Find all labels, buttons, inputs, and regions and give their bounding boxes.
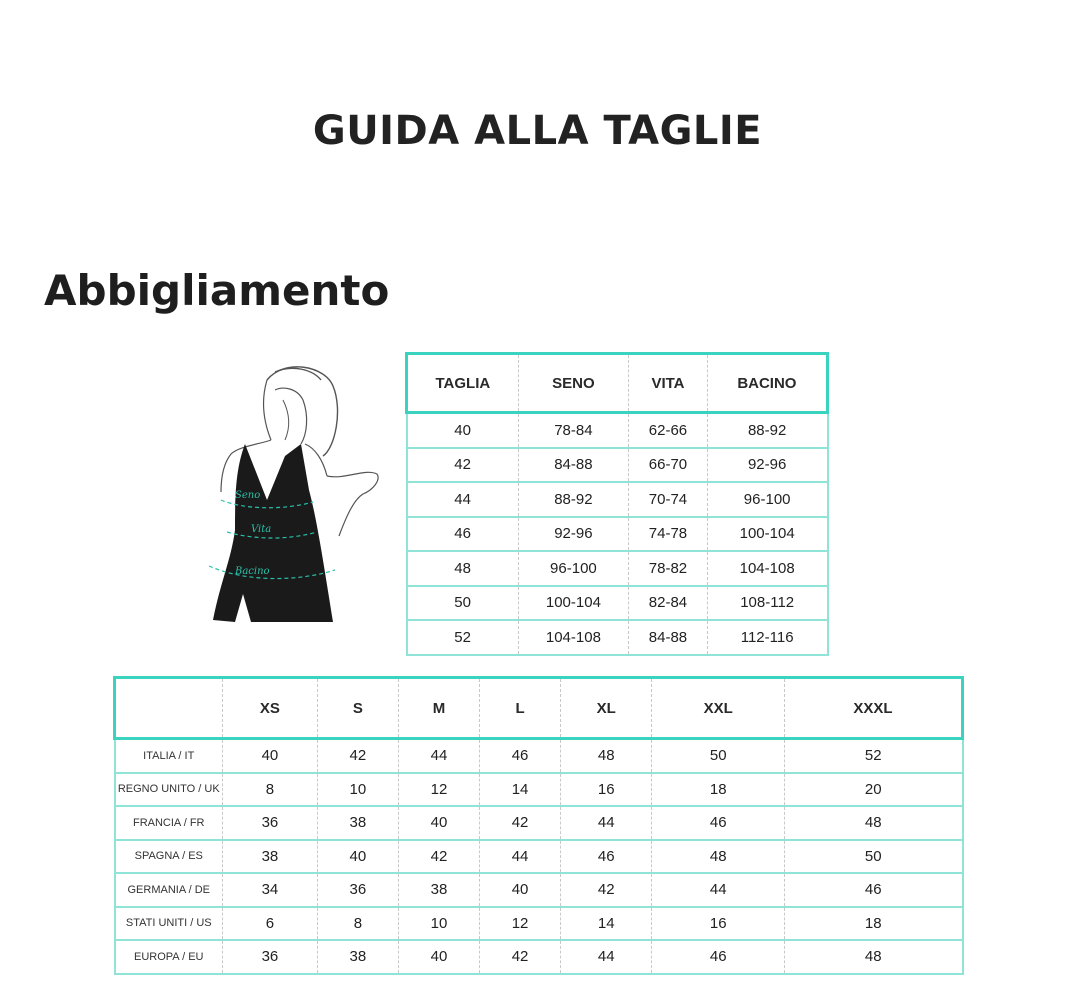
table-cell: 42 <box>480 940 561 974</box>
table-row <box>407 448 828 483</box>
table-cell: 46 <box>652 806 785 840</box>
table-cell: 44 <box>480 840 561 874</box>
table-cell: 16 <box>652 907 785 941</box>
table-row <box>115 873 963 907</box>
table-cell: 46 <box>652 940 785 974</box>
column-header: S <box>317 678 398 739</box>
table-cell: 92-96 <box>518 517 628 552</box>
table-cell: 12 <box>398 773 479 807</box>
bust-label: Seno <box>235 490 261 501</box>
table-cell: 108-112 <box>707 586 827 621</box>
waist-label: Vita <box>251 524 272 535</box>
table-cell: 78-84 <box>518 413 628 448</box>
column-header: VITA <box>629 354 708 413</box>
column-header: XXXL <box>785 678 963 739</box>
row-label-cell: GERMANIA / DE <box>115 873 223 907</box>
row-label-cell: 52 <box>407 620 519 655</box>
table-cell: 84-88 <box>518 448 628 483</box>
row-label-cell: 46 <box>407 517 519 552</box>
hips-label: Bacino <box>235 566 270 577</box>
table-cell: 48 <box>785 940 963 974</box>
table-cell: 48 <box>561 739 652 773</box>
section-title: Abbigliamento <box>44 266 390 315</box>
row-label-cell: REGNO UNITO / UK <box>115 773 223 807</box>
column-header: XXL <box>652 678 785 739</box>
row-label-cell: SPAGNA / ES <box>115 840 223 874</box>
table-cell: 40 <box>480 873 561 907</box>
size-table-body <box>407 413 828 655</box>
table-cell: 42 <box>398 840 479 874</box>
table-cell: 82-84 <box>629 586 708 621</box>
column-header: M <box>398 678 479 739</box>
column-header: L <box>480 678 561 739</box>
size-table <box>405 352 829 656</box>
row-label-cell: STATI UNITI / US <box>115 907 223 941</box>
table-cell: 52 <box>785 739 963 773</box>
table-cell: 6 <box>223 907 318 941</box>
table-row <box>407 620 828 655</box>
table-cell: 38 <box>398 873 479 907</box>
table-row <box>115 840 963 874</box>
table-cell: 48 <box>652 840 785 874</box>
table-cell: 48 <box>785 806 963 840</box>
table-cell: 46 <box>561 840 652 874</box>
woman-figure-image <box>205 360 385 630</box>
table-cell: 40 <box>223 739 318 773</box>
table-cell: 46 <box>785 873 963 907</box>
table-row <box>115 907 963 941</box>
table-cell: 74-78 <box>629 517 708 552</box>
table-cell: 104-108 <box>518 620 628 655</box>
table-row <box>407 413 828 448</box>
table-cell: 88-92 <box>518 482 628 517</box>
table-cell: 18 <box>652 773 785 807</box>
conversion-table-body <box>115 739 963 974</box>
column-header: XL <box>561 678 652 739</box>
column-header: SENO <box>518 354 628 413</box>
column-header: BACINO <box>707 354 827 413</box>
table-cell: 10 <box>317 773 398 807</box>
table-cell: 104-108 <box>707 551 827 586</box>
row-label-cell: 40 <box>407 413 519 448</box>
conversion-table-header-row <box>115 678 963 739</box>
row-label-cell: FRANCIA / FR <box>115 806 223 840</box>
page-title: GUIDA ALLA TAGLIE <box>312 108 763 154</box>
table-cell: 18 <box>785 907 963 941</box>
table-cell: 50 <box>652 739 785 773</box>
table-cell: 40 <box>398 806 479 840</box>
table-cell: 84-88 <box>629 620 708 655</box>
table-row <box>407 517 828 552</box>
table-cell: 88-92 <box>707 413 827 448</box>
table-cell: 14 <box>561 907 652 941</box>
column-header: TAGLIA <box>407 354 519 413</box>
table-row <box>115 739 963 773</box>
table-cell: 8 <box>223 773 318 807</box>
table-row <box>115 940 963 974</box>
table-cell: 36 <box>223 940 318 974</box>
table-cell: 16 <box>561 773 652 807</box>
table-cell: 92-96 <box>707 448 827 483</box>
column-header: XS <box>223 678 318 739</box>
table-cell: 46 <box>480 739 561 773</box>
table-cell: 44 <box>561 806 652 840</box>
table-cell: 42 <box>317 739 398 773</box>
column-header <box>115 678 223 739</box>
table-cell: 70-74 <box>629 482 708 517</box>
row-label-cell: 44 <box>407 482 519 517</box>
table-cell: 50 <box>785 840 963 874</box>
table-cell: 40 <box>317 840 398 874</box>
table-row <box>115 806 963 840</box>
table-cell: 36 <box>317 873 398 907</box>
body-measurement-illustration <box>205 360 385 630</box>
table-cell: 38 <box>223 840 318 874</box>
row-label-cell: EUROPA / EU <box>115 940 223 974</box>
table-cell: 14 <box>480 773 561 807</box>
table-cell: 44 <box>398 739 479 773</box>
row-label-cell: ITALIA / IT <box>115 739 223 773</box>
table-cell: 34 <box>223 873 318 907</box>
row-label-cell: 50 <box>407 586 519 621</box>
table-cell: 96-100 <box>518 551 628 586</box>
table-cell: 36 <box>223 806 318 840</box>
table-row <box>407 482 828 517</box>
table-cell: 100-104 <box>518 586 628 621</box>
table-cell: 38 <box>317 940 398 974</box>
table-cell: 40 <box>398 940 479 974</box>
size-table-header-row <box>407 354 828 413</box>
table-row <box>407 551 828 586</box>
row-label-cell: 42 <box>407 448 519 483</box>
table-cell: 20 <box>785 773 963 807</box>
table-cell: 8 <box>317 907 398 941</box>
table-cell: 44 <box>561 940 652 974</box>
conversion-table <box>113 676 964 975</box>
table-cell: 42 <box>480 806 561 840</box>
table-cell: 38 <box>317 806 398 840</box>
table-row <box>407 586 828 621</box>
table-row <box>115 773 963 807</box>
table-cell: 112-116 <box>707 620 827 655</box>
table-cell: 62-66 <box>629 413 708 448</box>
row-label-cell: 48 <box>407 551 519 586</box>
table-cell: 10 <box>398 907 479 941</box>
table-cell: 78-82 <box>629 551 708 586</box>
table-cell: 66-70 <box>629 448 708 483</box>
table-cell: 44 <box>652 873 785 907</box>
table-cell: 96-100 <box>707 482 827 517</box>
table-cell: 100-104 <box>707 517 827 552</box>
table-cell: 42 <box>561 873 652 907</box>
table-cell: 12 <box>480 907 561 941</box>
